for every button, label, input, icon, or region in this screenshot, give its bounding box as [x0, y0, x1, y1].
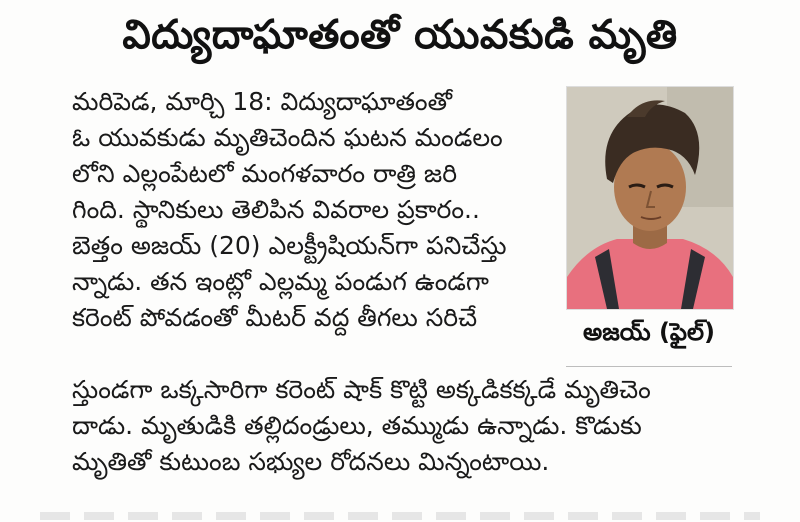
body-line-3: లోని ఎల్లంపేటలో మంగళవారం రాత్రి జరి — [72, 159, 458, 188]
photo-caption: అజయ్ (ఫైల్) — [583, 318, 715, 346]
body-line-2: ఓ యువకుడు మృతిచెందిన ఘటన మండలం — [72, 123, 503, 152]
body-line-1: మరిపెడ, మార్చి 18: విద్యుదాఘాతంతో — [72, 87, 452, 116]
body-line-10: మృతితో కుటుంబ సభ్యుల రోదనలు మిన్నంటాయి. — [72, 447, 550, 476]
body-line-7: కరెంట్ పోవడంతో మీటర్ వద్ద తీగలు సరిచే — [72, 303, 478, 332]
portrait-illustration — [567, 87, 733, 309]
next-article-edge — [40, 512, 760, 520]
caption-divider — [566, 366, 732, 367]
portrait-photo — [566, 86, 734, 310]
body-line-8: స్తుండగా ఒక్కసారిగా కరెంట్ షాక్ కొట్టి అక్కడికక్కడే మృతిచెం — [72, 375, 651, 404]
body-line-5: బెత్తం అజయ్ (20) ఎలక్ట్రీషియన్‌గా పనిచేస్తు — [72, 231, 507, 260]
body-line-6: న్నాడు. తన ఇంట్లో ఎల్లమ్మ పండుగ ఉండగా — [72, 267, 489, 296]
body-line-4: గింది. స్థానికులు తెలిపిన వివరాల ప్రకారం.. — [72, 195, 480, 224]
headline: విద్యుదాఘాతంతో యువకుడి మృతి — [122, 12, 678, 58]
body-line-9: దాడు. మృతుడికి తల్లిదండ్రులు, తమ్ముడు ఉన్నాడు. కొడుకు — [72, 411, 642, 440]
